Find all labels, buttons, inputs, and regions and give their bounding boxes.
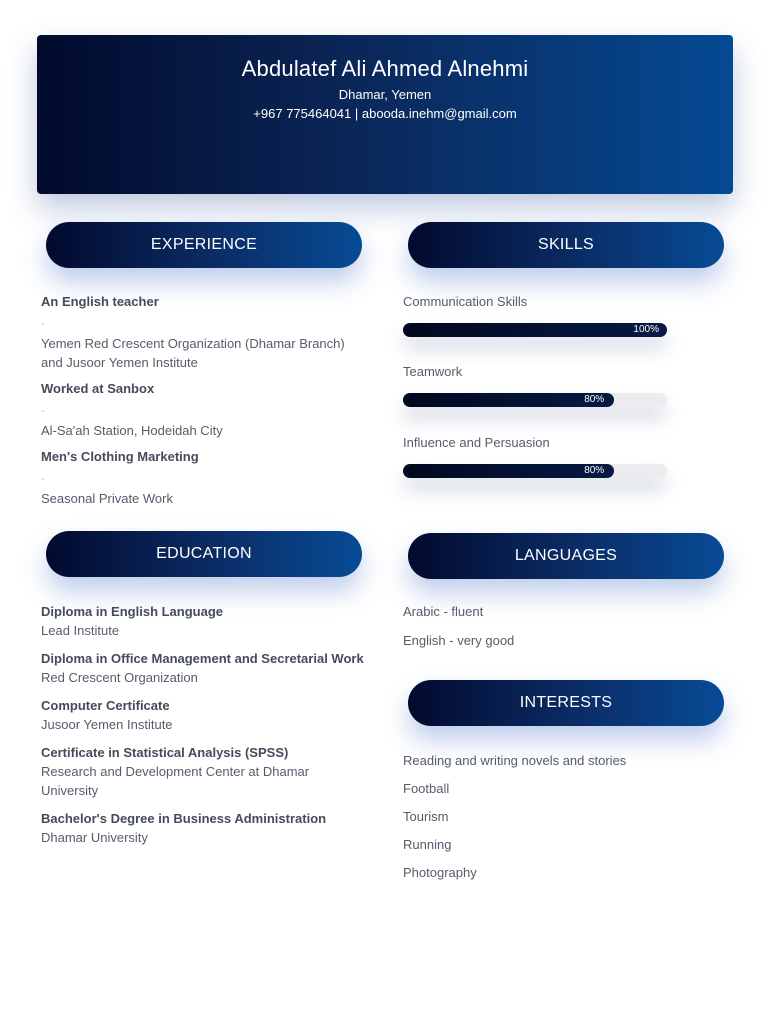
education-title: Computer Certificate <box>41 698 170 713</box>
education-institution: Jusoor Yemen Institute <box>41 717 173 732</box>
education-item <box>41 696 371 734</box>
education-list <box>41 602 371 856</box>
skills-heading: SKILLS <box>408 222 724 268</box>
language-item: Arabic - fluent <box>403 604 484 619</box>
candidate-contact: +967 775464041 | abooda.inehm@gmail.com <box>253 106 517 121</box>
education-institution: Research and Development Center at Dhamar University <box>41 764 310 798</box>
skill-label: Communication Skills <box>403 294 528 309</box>
skill-percentage: 80% <box>584 465 605 476</box>
skill-label: Teamwork <box>403 364 463 379</box>
candidate-name: Abdulatef Ali Ahmed Alnehmi <box>241 56 529 81</box>
skill-bar-fill <box>403 464 614 478</box>
experience-separator: - <box>41 316 45 330</box>
interest-item: Tourism <box>403 809 449 824</box>
skill-bar-fill <box>403 323 667 337</box>
skill-bar <box>403 323 667 337</box>
skill-bar <box>403 464 667 478</box>
education-title: Bachelor's Degree in Business Administration <box>41 811 327 826</box>
skill-bar-fill <box>403 393 614 407</box>
experience-separator: - <box>41 403 45 417</box>
languages-heading: LANGUAGES <box>408 533 724 579</box>
experience-list <box>41 293 366 516</box>
education-heading: EDUCATION <box>46 531 362 577</box>
experience-place: Al-Sa'ah Station, Hodeidah City <box>41 423 223 438</box>
experience-heading: EXPERIENCE <box>46 222 362 268</box>
interest-item: Reading and writing novels and stories <box>403 753 627 768</box>
interest-item: Photography <box>403 865 477 880</box>
interests-list <box>403 752 703 882</box>
skill-percentage: 100% <box>633 324 659 335</box>
education-title: Diploma in Office Management and Secretarial Work <box>41 651 364 666</box>
experience-title: An English teacher <box>41 294 159 309</box>
education-institution: Red Crescent Organization <box>41 670 198 685</box>
skills-list <box>403 293 703 478</box>
skill-percentage: 80% <box>584 394 605 405</box>
resume-header <box>37 35 733 194</box>
education-item <box>41 743 371 800</box>
education-item <box>41 809 371 847</box>
education-title: Certificate in Statistical Analysis (SPSS) <box>41 745 289 760</box>
experience-title: Worked at Sanbox <box>41 381 155 396</box>
skill-item <box>403 434 703 478</box>
experience-title: Men's Clothing Marketing <box>41 449 199 464</box>
interest-item: Running <box>403 837 452 852</box>
education-item <box>41 649 371 687</box>
interest-item: Football <box>403 781 450 796</box>
experience-item <box>41 448 366 508</box>
candidate-location: Dhamar, Yemen <box>338 87 432 102</box>
experience-item <box>41 380 366 440</box>
interests-heading: INTERESTS <box>408 680 724 726</box>
skill-label: Influence and Persuasion <box>403 435 550 450</box>
education-institution: Dhamar University <box>41 830 148 845</box>
education-item <box>41 602 371 640</box>
language-item: English - very good <box>403 633 515 648</box>
languages-list <box>403 603 703 650</box>
experience-item <box>41 293 366 372</box>
skill-item <box>403 363 703 434</box>
education-institution: Lead Institute <box>41 623 120 638</box>
skill-bar <box>403 393 667 407</box>
experience-place: Seasonal Private Work <box>41 491 173 506</box>
experience-separator: - <box>41 471 45 485</box>
experience-place: Yemen Red Crescent Organization (Dhamar Branch) and Jusoor Yemen Institute <box>41 336 345 370</box>
education-title: Diploma in English Language <box>41 604 224 619</box>
skill-item <box>403 293 703 363</box>
